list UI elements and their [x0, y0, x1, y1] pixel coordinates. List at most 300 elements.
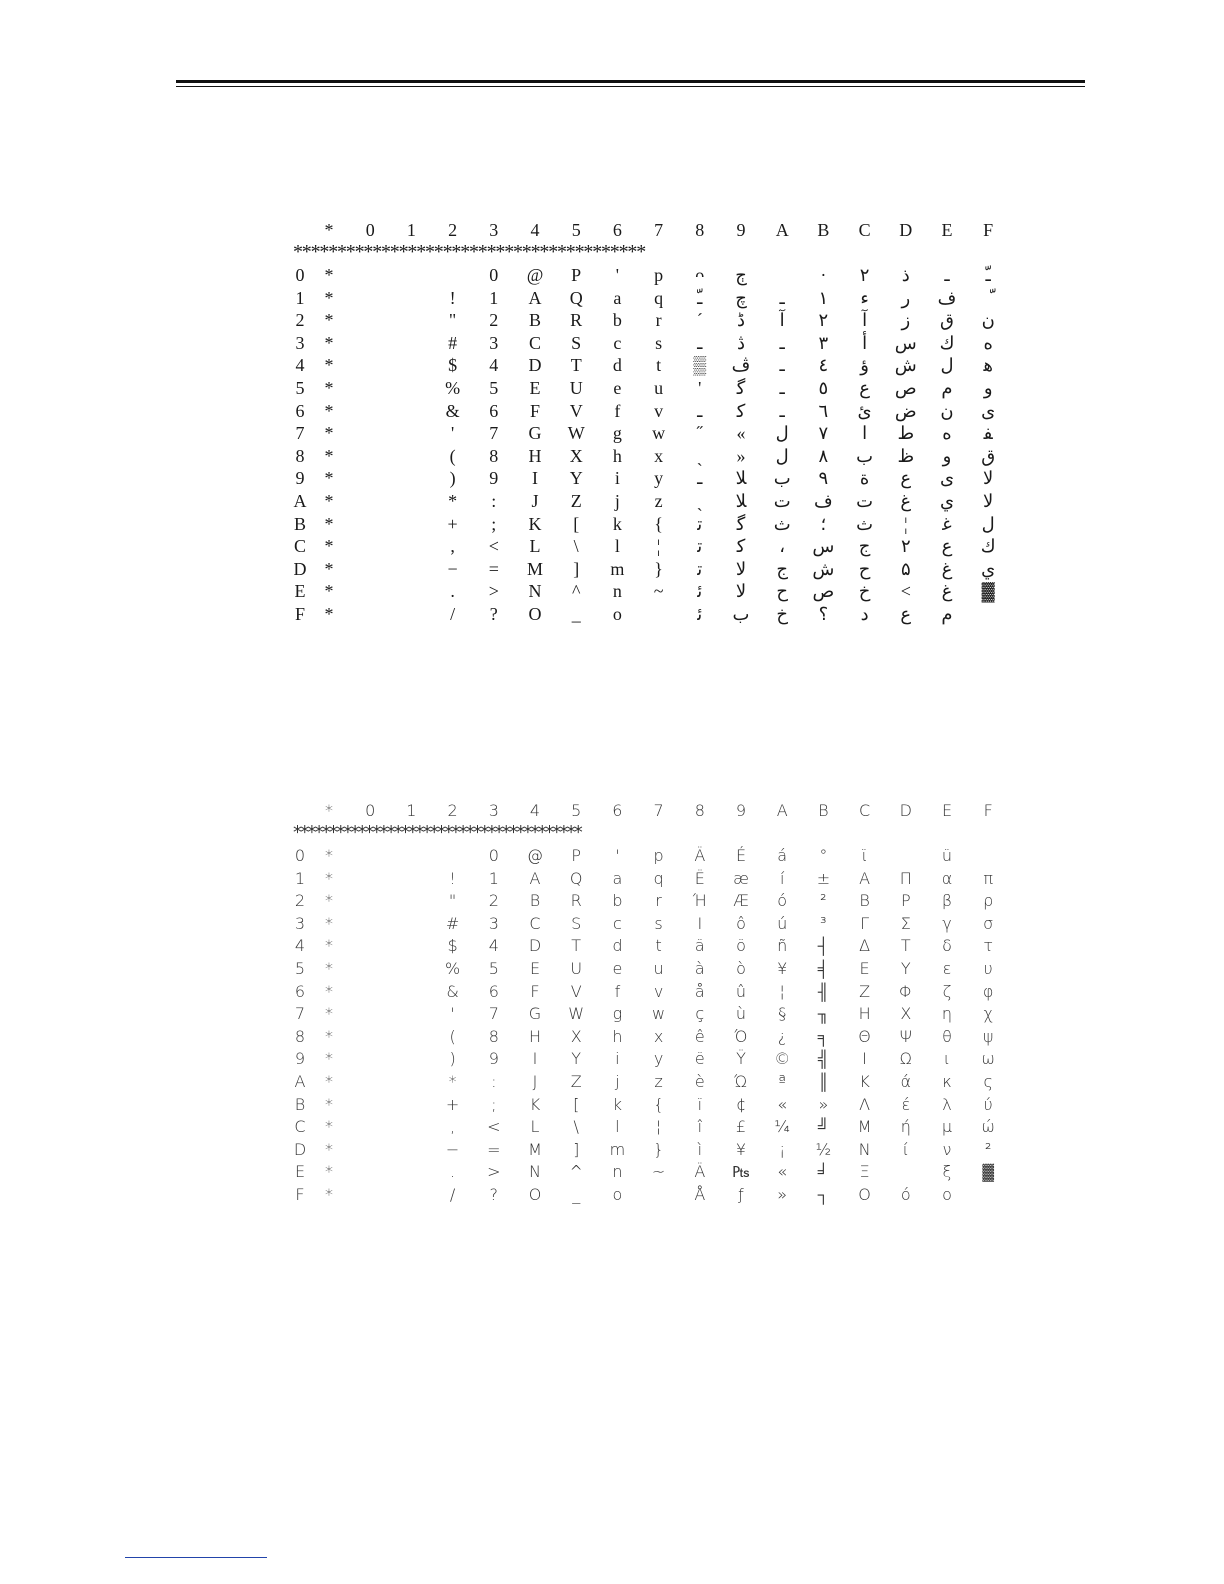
table-cell: ش [894, 355, 917, 376]
table-cell: ع [900, 604, 912, 624]
table-cell: L [529, 536, 541, 557]
table-cell: ل [775, 445, 789, 466]
table-cell: ╕ [817, 1026, 830, 1046]
table-cell: خ [858, 581, 871, 602]
table-cell: ـ [779, 400, 785, 421]
table-cell: V [570, 981, 582, 1001]
table-cell: * [324, 513, 334, 534]
table-cell: غ [941, 558, 953, 579]
table-cell: * [324, 355, 334, 376]
table-cell: j [614, 491, 620, 511]
table-cell: % [445, 378, 461, 398]
table-cell: * [324, 332, 334, 353]
table-cell: Ρ [900, 891, 911, 911]
table-cell: 2 [488, 891, 499, 911]
table-cell: ; [491, 1094, 497, 1114]
table-cell: ( [449, 1026, 456, 1046]
table-cell: [ [573, 1094, 580, 1114]
table-cell: * [448, 1072, 457, 1091]
table-cell: ή [900, 1117, 911, 1137]
column-header: E [941, 220, 953, 240]
table-cell: O [528, 1185, 542, 1204]
table-cell: ﻔ [983, 423, 993, 444]
table-cell: C [529, 913, 541, 933]
row-label: C [293, 536, 306, 557]
column-header: 5 [571, 801, 582, 820]
table-cell: ó [777, 891, 788, 911]
table-cell: o [612, 1185, 623, 1204]
row-label: 8 [294, 1026, 306, 1046]
table-cell: i [615, 1049, 620, 1069]
table-cell: « [777, 1094, 788, 1114]
table-cell: ώ [981, 1117, 995, 1137]
table-cell: P [571, 265, 582, 285]
row-label: 1 [295, 287, 305, 308]
table-cell: ﻻ [983, 491, 994, 511]
table-cell: A [528, 287, 542, 308]
table-cell: } [654, 558, 663, 579]
row-label: 9 [295, 468, 305, 489]
table-cell: w [652, 1004, 666, 1024]
row-label: 3 [294, 913, 306, 933]
table-cell: i [614, 468, 620, 489]
table-cell: + [447, 513, 458, 534]
table-cell: c [612, 913, 622, 933]
table-cell: ـ [944, 265, 950, 285]
table-cell: ﻻ [735, 558, 747, 579]
table-cell: ﮬ [983, 355, 993, 376]
table-cell: ' [615, 265, 620, 285]
table-cell: _ [571, 604, 581, 624]
table-cell: ˏ [696, 491, 703, 511]
table-cell: ! [449, 868, 456, 888]
table-cell: , [450, 536, 455, 557]
table-cell: * [325, 959, 333, 978]
table-cell: ë [694, 1049, 705, 1069]
table-cell: ˏ [696, 445, 703, 466]
table-cell: $ [447, 936, 458, 956]
table-cell: % [444, 959, 461, 978]
table-cell: o [612, 604, 622, 624]
column-header: C [858, 220, 871, 240]
table-cell: 8 [488, 1026, 499, 1046]
table-cell: * [325, 1094, 333, 1114]
table-cell: S [571, 332, 582, 353]
table-cell: · [820, 265, 827, 285]
table-cell: @ [526, 265, 544, 285]
table-cell: K [529, 1094, 541, 1114]
table-cell: ص [894, 378, 917, 398]
table-cell: w [652, 423, 666, 444]
table-cell: Φ [898, 981, 913, 1001]
table-cell: u [653, 959, 664, 978]
table-cell: > [488, 581, 499, 602]
column-header: 8 [694, 801, 705, 820]
table-cell: ؤ [860, 355, 869, 376]
table-cell: ة [859, 468, 870, 489]
row-label: 7 [294, 1004, 306, 1024]
table-cell: ' [698, 378, 702, 398]
row-label: 5 [295, 378, 305, 398]
table-cell: V [569, 400, 583, 421]
table-cell: g [612, 1004, 623, 1024]
table-cell: ى [939, 468, 955, 489]
row-label: 4 [294, 936, 306, 956]
table-cell: θ [942, 1026, 952, 1046]
table-cell: 4 [489, 355, 499, 376]
table-cell: W [568, 1004, 585, 1024]
row-label: 7 [295, 423, 305, 444]
table-cell: s [655, 332, 663, 353]
table-cell: Y [571, 1049, 582, 1069]
table-cell: Z [570, 1072, 582, 1091]
table-cell: ζ [942, 981, 952, 1001]
table-cell: υ [983, 959, 993, 978]
table-cell: π [983, 868, 993, 888]
table-cell: c [613, 332, 622, 353]
column-header: * [325, 801, 333, 820]
table-cell: Ν [858, 1139, 871, 1159]
table-cell: D [528, 936, 542, 956]
row-label: D [293, 1139, 307, 1159]
table-cell: * [325, 1139, 333, 1159]
table-cell: 7 [488, 1004, 499, 1024]
table-cell: ر [901, 287, 911, 308]
table-cell: N [528, 581, 542, 602]
table-cell: F [529, 400, 540, 421]
table-cell: ± [816, 868, 831, 888]
table-cell: ف [937, 287, 957, 308]
table-cell: ƒ [738, 1185, 744, 1204]
table-cell: ᴖ [695, 265, 705, 285]
row-label: B [294, 1094, 306, 1114]
table-cell: h [612, 1026, 623, 1046]
table-cell: p [653, 846, 664, 865]
table-cell: Ι [697, 913, 703, 933]
table-cell: ς [983, 1072, 993, 1091]
table-cell: É [735, 846, 747, 865]
table-cell: * [325, 1026, 333, 1046]
table-cell: = [488, 558, 499, 579]
table-cell: * [325, 981, 333, 1001]
table-cell: J [532, 1072, 538, 1091]
column-header: A [775, 220, 789, 240]
table-cell: 9 [488, 1049, 499, 1069]
table-cell: Æ [733, 891, 749, 911]
table-cell: ε [942, 959, 952, 978]
table-cell: { [654, 513, 663, 534]
table-cell: ° [819, 846, 828, 865]
table-cell: » [736, 445, 746, 466]
row-label: 2 [295, 310, 305, 331]
table-cell: è [694, 1072, 705, 1091]
table-cell: ث [856, 513, 874, 534]
table-cell: Η [858, 1004, 871, 1024]
table-cell: ـ [779, 355, 785, 376]
table-cell: ^ [569, 1162, 583, 1182]
table-cell: O [528, 604, 542, 624]
table-cell: ╣ [817, 1049, 830, 1069]
table-cell: ـ [697, 468, 703, 489]
table-cell: ك [980, 536, 996, 557]
table-cell: I [532, 1049, 538, 1069]
table-cell: . [450, 1162, 456, 1182]
table-cell: 5 [488, 959, 499, 978]
table-cell: 6 [489, 400, 499, 421]
table-cell: Ë [694, 868, 705, 888]
table-cell: x [654, 445, 664, 466]
table-cell: ü [941, 846, 953, 865]
column-header: 7 [654, 220, 664, 240]
table-cell: t [655, 936, 662, 956]
table-cell: ٢ [900, 536, 911, 557]
table-cell: 0 [489, 265, 499, 285]
table-cell: Γ [860, 913, 870, 933]
table-cell: ﻼ [735, 491, 747, 511]
table-cell: ﻻ [735, 581, 747, 602]
table-cell: ~ [651, 1162, 666, 1182]
table-cell: ا [862, 423, 868, 444]
column-header: D [899, 220, 913, 240]
row-label: 2 [294, 891, 306, 911]
table-cell: # [448, 332, 458, 353]
table-cell: Α [859, 868, 871, 888]
table-cell: ن [981, 310, 995, 331]
table-cell: Τ [900, 936, 911, 956]
table-cell: ؛ [820, 513, 827, 534]
table-cell: ـ [779, 332, 785, 353]
table-cell: \ [573, 1117, 579, 1137]
table-cell: Λ [859, 1094, 871, 1114]
table-cell: ﮐ [736, 536, 746, 557]
table-cell: > [487, 1162, 501, 1182]
table-cell: ñ [777, 936, 788, 956]
table-cell: n [612, 1162, 623, 1182]
table-cell: y [653, 1049, 664, 1069]
table-cell: ح [858, 558, 871, 579]
table-cell: @ [527, 846, 543, 865]
table-cell: ρ [983, 891, 994, 911]
table-cell: ┤ [817, 936, 830, 956]
table-cell: Ό [734, 1026, 748, 1046]
table-cell: Κ [859, 1072, 870, 1091]
column-header: 0 [365, 801, 376, 820]
table-cell: * [324, 581, 334, 602]
table-cell: Ή [692, 891, 707, 911]
table-cell: * [325, 891, 333, 911]
table-cell: د [860, 604, 869, 624]
table-cell: ö [736, 936, 746, 956]
row-label: 0 [294, 846, 306, 865]
table-cell: ¥ [735, 1139, 747, 1159]
table-cell: 1 [488, 868, 499, 888]
table-cell: « [777, 1162, 788, 1182]
table-cell: # [445, 913, 460, 933]
column-header: 1 [406, 801, 417, 820]
table-cell: s [654, 913, 663, 933]
table-cell: { [653, 1094, 664, 1114]
table-cell: ل [981, 513, 995, 534]
table-cell: v [654, 400, 664, 421]
table-cell: » [818, 1094, 829, 1114]
table-cell: ( [449, 445, 456, 466]
table-cell: * [324, 310, 334, 331]
table-cell: ¼ [774, 1117, 790, 1137]
table-cell: ڎ [736, 332, 745, 353]
table-cell: λ [942, 1094, 952, 1114]
table-cell: " [448, 310, 457, 331]
table-cell: ▒ [693, 355, 707, 376]
table-cell [973, 287, 1003, 309]
table-cell: r [655, 310, 662, 331]
table-cell: ï [697, 1094, 703, 1114]
table-cell: س [812, 536, 835, 557]
table-cell: l [615, 1117, 620, 1137]
table-cell: D [528, 355, 542, 376]
table-cell: p [654, 265, 664, 285]
table-cell: \ [573, 536, 579, 557]
table-cell: ع [941, 536, 953, 557]
table-cell: ╛ [817, 1162, 830, 1182]
table-cell: L [530, 1117, 540, 1137]
table-cell: * [324, 536, 334, 557]
table-cell: ﻻ [983, 468, 994, 489]
table-cell: » [777, 1185, 788, 1204]
table-cell: < [487, 1117, 501, 1137]
table-cell: á [777, 846, 788, 865]
column-header: 1 [406, 220, 416, 240]
table-cell: ـّ [697, 287, 703, 308]
row-label: 6 [294, 981, 306, 1001]
table-cell: * [324, 378, 334, 398]
table-cell: K [528, 513, 542, 534]
table-cell: ' [450, 1004, 455, 1024]
table-cell: ò [736, 959, 746, 978]
table-cell: ث [773, 513, 791, 534]
table-cell: ύ [983, 1094, 993, 1114]
table-cell: = [487, 1139, 501, 1159]
table-cell: آ [862, 310, 868, 331]
column-header: 0 [365, 220, 375, 240]
table-cell: * [448, 491, 458, 511]
table-cell: χ [983, 1004, 993, 1024]
column-header: 5 [571, 220, 581, 240]
table-cell: ﺗ [697, 536, 703, 557]
column-header: 4 [529, 801, 541, 820]
table-cell: ع [859, 378, 870, 398]
table-cell: § [778, 1004, 787, 1024]
table-cell: ق [940, 310, 954, 331]
table-cell: ξ [942, 1162, 952, 1182]
table-cell: a [612, 868, 623, 888]
table-cell: d [612, 355, 622, 376]
table-cell: M [526, 558, 543, 579]
table-cell: Θ [858, 1026, 871, 1046]
row-label: 1 [294, 868, 306, 888]
table-cell: T [570, 355, 582, 376]
table-cell: ) [449, 1049, 456, 1069]
table-cell: H [528, 1026, 542, 1046]
table-cell: ' [450, 423, 455, 444]
table-cell: ذ [901, 265, 910, 285]
table-cell: & [446, 981, 459, 1001]
table-cell: ك [939, 332, 955, 353]
table-cell: δ [942, 936, 952, 956]
table-cell: ¦ [903, 513, 908, 534]
table-cell: ] [573, 1139, 580, 1159]
table-cell: ¥ [777, 959, 788, 978]
row-label: E [294, 581, 306, 602]
table-cell: î [697, 1117, 703, 1137]
table-cell: ║ [817, 1072, 830, 1091]
row-label: F [294, 604, 305, 624]
table-cell: ç [695, 1004, 705, 1024]
column-header: B [817, 220, 830, 240]
column-header: 3 [489, 220, 499, 240]
table-cell: , [450, 1117, 456, 1137]
table-cell: έ [901, 1094, 911, 1114]
table-cell: Q [569, 868, 583, 888]
table-cell: ¡ [778, 1139, 786, 1159]
table-cell: ﮐ [736, 400, 746, 421]
table-cell: ó [900, 1185, 911, 1204]
table-cell: < [900, 581, 911, 602]
table-cell: ف [814, 491, 833, 511]
table-cell: τ [983, 936, 993, 956]
table-cell: m [609, 1139, 626, 1159]
column-header: C [859, 801, 871, 820]
row-label: 9 [294, 1049, 306, 1069]
table-cell: ú [777, 913, 788, 933]
table-cell: ﮔ [736, 513, 746, 534]
table-cell: ﻼ [735, 468, 747, 489]
column-header: 9 [735, 801, 747, 820]
table-cell: ˝ [696, 423, 703, 444]
table-cell: * [325, 1185, 333, 1204]
table-cell: R [570, 891, 582, 911]
table-cell: Q [569, 287, 583, 308]
table-cell: Β [859, 891, 870, 911]
table-cell: ; [491, 513, 497, 534]
table-cell: 3 [489, 332, 499, 353]
table-cell: ³ [820, 913, 827, 933]
table-cell: γ [942, 913, 952, 933]
table-cell: ، [779, 536, 786, 557]
table-cell: H [528, 445, 542, 466]
table-cell: ϊ [861, 846, 868, 865]
table-cell: ê [694, 1026, 705, 1046]
table-cell: − [447, 558, 458, 579]
table-cell: r [655, 891, 662, 911]
table-cell: ظ [897, 445, 915, 466]
column-header: B [818, 801, 829, 820]
table-cell: * [325, 868, 333, 888]
row-label: C [294, 1117, 306, 1137]
table-cell: ½ [815, 1139, 832, 1159]
table-cell: k [612, 1094, 623, 1114]
table-cell: Μ [857, 1117, 872, 1137]
table-cell: ع [900, 468, 912, 489]
table-cell: ο [942, 1185, 952, 1204]
table-cell: غ [900, 491, 912, 511]
table-cell: Y [569, 468, 583, 489]
table-cell: ' [615, 846, 620, 865]
table-cell: ٤ [818, 355, 829, 376]
table-cell: û [735, 981, 747, 1001]
table-cell: ـّ [985, 265, 991, 285]
table-cell: k [612, 513, 622, 534]
row-label: B [293, 513, 306, 534]
